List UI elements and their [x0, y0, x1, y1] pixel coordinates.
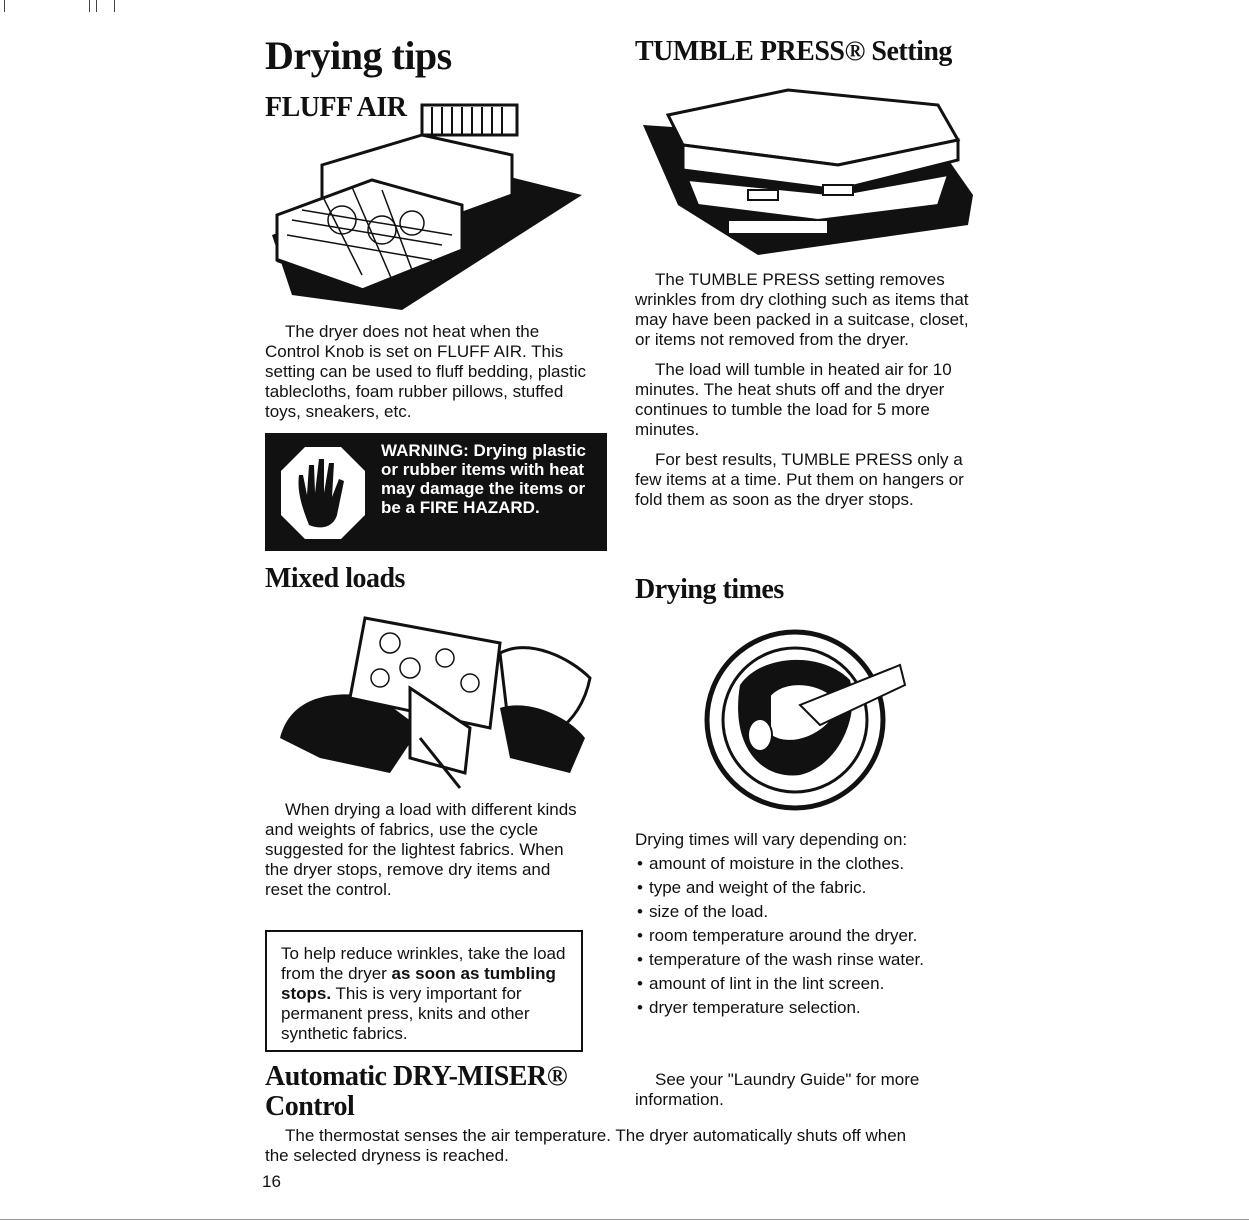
list-item: • temperature of the wash rinse water.: [635, 950, 935, 970]
list-item: • amount of lint in the lint screen.: [635, 974, 935, 994]
dryer-drum-illustration: [700, 625, 910, 815]
fluff-air-text: The dryer does not heat when the Control Knob is set on FLUFF AIR. This setting can be used to fluff bedding, plastic tablecloths, foam rubber pillows, stuffed toys, sneakers, etc.: [265, 322, 587, 421]
dry-miser-heading-line1: Automatic DRY-MISER®: [265, 1061, 568, 1092]
warning-hand-icon: [279, 445, 367, 541]
wrinkle-tip-box: [265, 930, 583, 1052]
warning-text: WARNING: Drying plastic or rubber items with heat may damage the items or be a FIRE HAZARD.: [381, 441, 586, 517]
dry-miser-heading: [265, 1062, 567, 1122]
drying-times-heading: Drying times: [635, 574, 784, 605]
dry-miser-heading-line2: Control: [265, 1091, 355, 1122]
list-item: • amount of moisture in the clothes.: [635, 854, 935, 874]
list-item: • size of the load.: [635, 902, 935, 922]
bed-illustration: [262, 95, 584, 310]
bottom-edge-rule: [0, 1219, 1249, 1220]
drying-times-intro: Drying times will vary depending on:: [635, 830, 908, 849]
tip-text-bold: as soon as tumbling stops.: [281, 964, 556, 1003]
drying-factors-list: [635, 854, 935, 1022]
fluff-air-heading: FLUFF AIR: [265, 92, 407, 123]
tumble-press-heading: TUMBLE PRESS® Setting: [635, 36, 952, 67]
scan-edge-marks: [4, 0, 34, 12]
mixed-laundry-illustration: [270, 598, 595, 793]
tip-text-after: This is very important for permanent press, knits and other synthetic fabrics.: [281, 984, 530, 1043]
page-title: Drying tips: [265, 33, 452, 78]
page-number: 16: [262, 1172, 281, 1191]
tumble-press-text: The TUMBLE PRESS setting removes wrinkles from dry clothing such as items that may have been packed in a suitcase, closet, or items not removed from the dryer. The load will tumble in heated air for 10 minutes. The heat shuts off and the dryer continues to tumble the load for 5 more minutes. For best results, TUMBLE PRESS only a few items at a time. Put them on hangers or fold them as soon as the dryer stops.: [635, 270, 969, 509]
mixed-loads-heading: Mixed loads: [265, 563, 405, 594]
list-item: • dryer temperature selection.: [635, 998, 935, 1018]
mixed-loads-text: When drying a load with different kinds and weights of fabrics, use the cycle suggested for the lightest fabrics. When the dryer stops, remove dry items and reset the control.: [265, 800, 577, 899]
warning-box: [265, 433, 607, 551]
list-item: • room temperature around the dryer.: [635, 926, 935, 946]
dry-miser-text: The thermostat senses the air temperature. The dryer automatically shuts off when the selected dryness is reached.: [265, 1126, 907, 1165]
tip-text-before: To help reduce wrinkles, take the load from the dryer: [281, 944, 566, 983]
suitcase-illustration: [638, 85, 973, 260]
list-item: • type and weight of the fabric.: [635, 878, 935, 898]
drying-times-footer: See your "Laundry Guide" for more information.: [635, 1070, 920, 1109]
